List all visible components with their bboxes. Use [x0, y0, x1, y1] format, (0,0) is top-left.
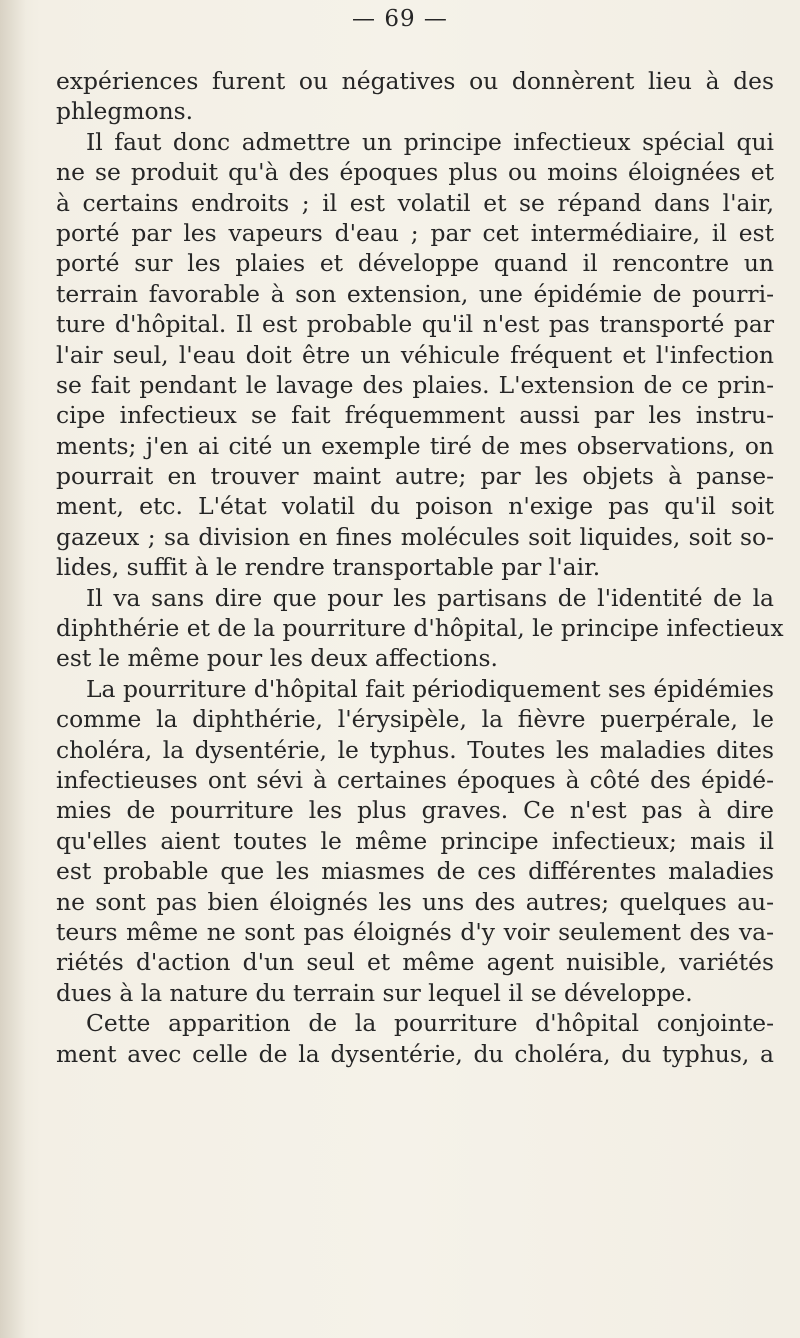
text-line: teurs même ne sont pas éloignés d'y voir seulement des va- [56, 917, 774, 946]
text-line: comme la diphthérie, l'érysipèle, la fièvre puerpérale, le [56, 705, 774, 734]
paragraph [56, 66, 774, 127]
text-line: Cette apparition de la pourriture d'hôpital conjointe- [86, 1009, 774, 1038]
text-line: ments; j'en ai cité un exemple tiré de mes observations, on [56, 431, 774, 460]
text-line: terrain favorable à son extension, une épidémie de pourri- [56, 279, 774, 308]
text-line: dues à la nature du terrain sur lequel il se développe. [56, 978, 693, 1007]
text-line: diphthérie et de la pourriture d'hôpital, le principe infectieux [56, 614, 784, 643]
text-line: qu'elles aient toutes le même principe infectieux; mais il [56, 826, 774, 855]
text-line: ment, etc. L'état volatil du poison n'exige pas qu'il soit [56, 492, 774, 521]
paragraph [56, 583, 784, 674]
text-line: est le même pour les deux affections. [56, 644, 498, 673]
page-number: — 69 — [352, 6, 448, 32]
body-text [56, 66, 784, 1069]
text-line: ment avec celle de la dysentérie, du choléra, du typhus, a [56, 1039, 774, 1068]
text-line: Il va sans dire que pour les partisans de l'identité de la [86, 583, 774, 612]
text-line: expériences furent ou négatives ou donnèrent lieu à des [56, 67, 774, 95]
paragraph [56, 674, 774, 1008]
text-line: riétés d'action d'un seul et même agent nuisible, variétés [56, 948, 774, 977]
text-line: choléra, la dysentérie, le typhus. Toutes les maladies dites [56, 735, 774, 764]
text-line: ture d'hôpital. Il est probable qu'il n'est pas transporté par [56, 310, 774, 339]
text-line: La pourriture d'hôpital fait périodiquement ses épidémies [86, 674, 774, 703]
paragraph [56, 127, 774, 583]
text-line: l'air seul, l'eau doit être un véhicule fréquent et l'infection [56, 340, 774, 369]
text-line: se fait pendant le lavage des plaies. L'extension de ce prin- [56, 370, 774, 399]
text-line: porté par les vapeurs d'eau ; par cet intermédiaire, il est [56, 218, 774, 247]
paragraph [56, 1008, 774, 1069]
text-line: infectieuses ont sévi à certaines époques à côté des épidé- [56, 765, 774, 794]
text-line: est probable que les miasmes de ces différentes maladies [56, 857, 774, 886]
text-line: phlegmons. [56, 97, 194, 126]
text-line: porté sur les plaies et développe quand il rencontre un [56, 249, 774, 278]
text-line: à certains endroits ; il est volatil et se répand dans l'air, [56, 188, 774, 217]
text-line: cipe infectieux se fait fréquemment aussi par les instru- [56, 401, 774, 430]
text-line: ne se produit qu'à des époques plus ou moins éloignées et [56, 158, 774, 187]
text-line: ne sont pas bien éloignés les uns des autres; quelques au- [56, 887, 774, 916]
page-gutter-shadow [0, 0, 26, 1338]
text-line: mies de pourriture les plus graves. Ce n'est pas à dire [56, 796, 774, 825]
text-line: pourrait en trouver maint autre; par les objets à panse- [56, 462, 774, 491]
text-line: gazeux ; sa division en fines molécules soit liquides, soit so- [56, 522, 774, 551]
text-line: lides, suffit à le rendre transportable par l'air. [56, 553, 601, 582]
text-line: Il faut donc admettre un principe infectieux spécial qui [86, 127, 774, 156]
